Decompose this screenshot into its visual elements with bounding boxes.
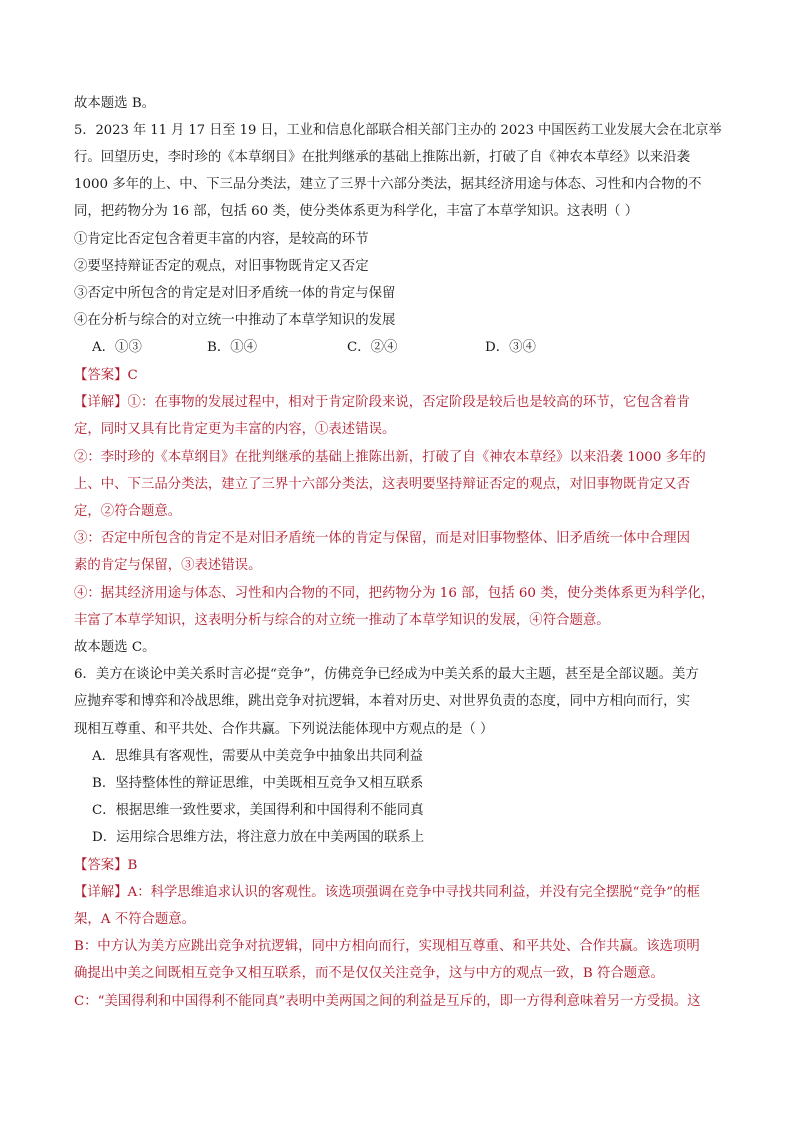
- q5-detail-line-6: ③：否定中所包含的肯定不是对旧矛盾统一体的肯定与保留，而是对旧事物整体、旧矛盾统一体中合理因: [74, 531, 690, 546]
- q5-option-d: D．③④: [485, 340, 536, 355]
- q6-option-d: D．运用综合思维方法，将注意力放在中美两国的联系上: [92, 830, 425, 845]
- q5-detail-line-9: 丰富了本草学知识，这表明分析与综合的对立统一推动了本草学知识的发展，④符合题意。: [74, 613, 610, 628]
- q6-option-c: C．根据思维一致性要求，美国得利和中国得利不能同真: [92, 803, 424, 818]
- q5-statement-4: ④在分析与综合的对立统一中推动了本草学知识的发展: [74, 313, 396, 328]
- q5-conclusion: 故本题选 C。: [74, 640, 156, 655]
- q5-detail-line-7: 素的肯定与保留，③表述错误。: [74, 558, 262, 573]
- q6-detail-line-5: C：“美国得利和中国得利不能同真”表明中美两国之间的利益是互斥的，即一方得利意味着另一方受损。这: [74, 994, 701, 1009]
- previous-conclusion: 故本题选 B。: [74, 96, 156, 111]
- q6-option-a: A．思维具有客观性，需要从中美竞争中抽象出共同利益: [92, 749, 424, 764]
- q5-stem-line-3: 1000 多年的上、中、下三品分类法，建立了三界十六部分类法，据其经济用途与体态、习性和内合物的不: [74, 177, 702, 192]
- q6-detail-line-4: 确提出中美之间既相互竞争又相互联系，而不是仅仅关注竞争，这与中方的观点一致，B 符合题意。: [74, 966, 664, 981]
- q5-detail-line-2: 定，同时又具有比肯定更为丰富的内容，①表述错误。: [74, 422, 396, 437]
- q5-stem-line-2: 行。回望历史，李时珍的《本草纲目》在批判继承的基础上推陈出新，打破了自《神农本草经》以来沿袭: [74, 150, 690, 165]
- q6-stem-line-2: 应抛弃零和博弈和冷战思维，跳出竞争对抗逻辑，本着对历史、对世界负责的态度，同中方相向而行，实: [74, 694, 690, 709]
- q5-option-b: B．①④: [207, 340, 258, 355]
- q6-detail-line-3: B：中方认为美方应跳出竞争对抗逻辑，同中方相向而行，实现相互尊重、和平共处、合作共赢。该选项明: [74, 939, 700, 954]
- q6-option-b: B．坚持整体性的辩证思维，中美既相互竞争又相互联系: [92, 776, 424, 791]
- q5-detail-line-8: ④：据其经济用途与体态、习性和内合物的不同，把药物分为 16 部，包括 60 类，使分类体系更为科学化，: [74, 586, 715, 601]
- q5-detail-line-3: ②：李时珍的《本草纲目》在批判继承的基础上推陈出新，打破了自《神农本草经》以来沿袭 1000 多年的: [74, 450, 706, 465]
- q5-detail-line-1: 【详解】①：在事物的发展过程中，相对于肯定阶段来说，否定阶段是较后也是较高的环节，它包含着肯: [74, 395, 690, 410]
- q5-option-a: A．①③: [92, 340, 142, 355]
- q5-statement-2: ②要坚持辩证否定的观点，对旧事物既肯定又否定: [74, 259, 369, 274]
- q5-detail-line-4: 上、中、下三品分类法，建立了三界十六部分类法，这表明要坚持辩证否定的观点，对旧事物既肯定又否: [74, 477, 690, 492]
- q5-answer: 【答案】C: [74, 368, 138, 383]
- q5-statement-3: ③否定中所包含的肯定是对旧矛盾统一体的肯定与保留: [74, 286, 396, 301]
- q5-detail-line-5: 定，②符合题意。: [74, 504, 182, 519]
- q5-stem-line-1: 5．2023 年 11 月 17 日至 19 日，工业和信息化部联合相关部门主办的 2023 中国医药工业发展大会在北京举: [74, 123, 722, 138]
- q6-detail-line-1: 【详解】A：科学思维追求认识的客观性。该选项强调在竞争中寻找共同利益，并没有完全摆脱“竞争”的框: [74, 885, 700, 900]
- q5-stem-line-4: 同，把药物分为 16 部，包括 60 类，使分类体系更为科学化，丰富了本草学知识。这表明（ ）: [74, 204, 639, 219]
- q6-stem-line-3: 现相互尊重、和平共处、合作共赢。下列说法能体现中方观点的是（ ）: [74, 722, 494, 737]
- q5-option-c: C．②④: [347, 340, 398, 355]
- q5-statement-1: ①肯定比否定包含着更丰富的内容，是较高的环节: [74, 232, 369, 247]
- q6-answer: 【答案】B: [74, 858, 138, 873]
- q6-detail-line-2: 架，A 不符合题意。: [74, 912, 196, 927]
- q6-stem-line-1: 6．美方在谈论中美关系时言必提“竞争”，仿佛竞争已经成为中美关系的最大主题，甚至是全部议题。美方: [74, 667, 699, 682]
